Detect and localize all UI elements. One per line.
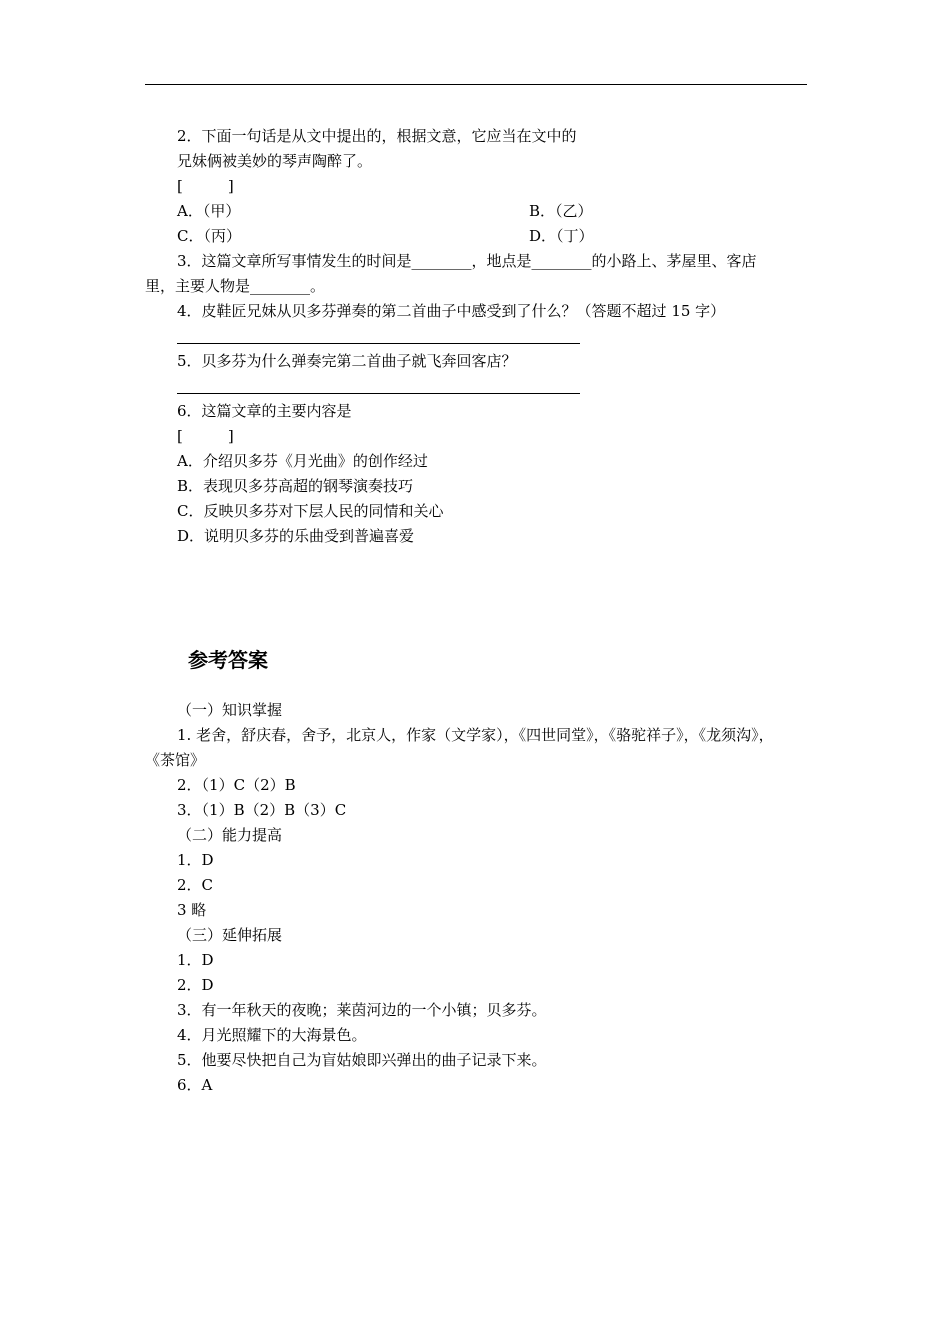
- section-3-title: （三）延伸拓展: [177, 926, 283, 944]
- question-4-text: 4．皮鞋匠兄妹从贝多芬弹奏的第二首曲子中感受到了什么？（答题不超过 15 字）: [177, 302, 726, 320]
- section-1-answer-3: 3．（1）B（2）B（3）C: [177, 801, 347, 819]
- section-1-answer-1-continued: 《茶馆》: [145, 751, 206, 769]
- section-3-answer-2: 2．D: [177, 976, 214, 994]
- question-6-option-b: B．表现贝多芬高超的钢琴演奏技巧: [177, 477, 414, 495]
- question-6-option-d: D．说明贝多芬的乐曲受到普遍喜爱: [177, 527, 415, 545]
- question-5-answer-line: [177, 393, 580, 394]
- question-3-text: 3．这篇文章所写事情发生的时间是________，地点是________的小路上、茅屋里、客店: [177, 252, 757, 270]
- question-6-option-c: C．反映贝多芬对下层人民的同情和关心: [177, 502, 444, 520]
- header-rule: [145, 84, 807, 85]
- question-4-answer-line: [177, 343, 580, 344]
- section-2-answer-3: 3 略: [177, 901, 207, 919]
- section-3-answer-4: 4．月光照耀下的大海景色。: [177, 1026, 367, 1044]
- section-2-answer-1: 1．D: [177, 851, 214, 869]
- question-2-option-c: C．（丙）: [177, 227, 241, 245]
- question-6-option-a: A．介绍贝多芬《月光曲》的创作经过: [177, 452, 428, 470]
- question-2-option-b: B．（乙）: [529, 202, 593, 220]
- section-1-answer-1: 1. 老舍，舒庆春，舍予，北京人，作家（文学家），《四世同堂》，《骆驼祥子》，《龙须沟》，: [177, 726, 774, 744]
- question-3-text-continued: 里，主要人物是________。: [145, 277, 326, 295]
- section-1-answer-2: 2．（1）C（2）B: [177, 776, 296, 794]
- question-6-text: 6．这篇文章的主要内容是: [177, 402, 352, 420]
- section-2-title: （二）能力提高: [177, 826, 283, 844]
- section-3-answer-3: 3．有一年秋天的夜晚；莱茵河边的一个小镇；贝多芬。: [177, 1001, 547, 1019]
- section-3-answer-5: 5．他要尽快把自己为盲姑娘即兴弹出的曲子记录下来。: [177, 1051, 547, 1069]
- section-2-answer-2: 2．C: [177, 876, 214, 894]
- question-2-answer-bracket: [ ]: [177, 177, 234, 195]
- answers-heading: 参考答案: [188, 648, 268, 672]
- question-2-option-a: A．（甲）: [177, 202, 241, 220]
- question-2-option-d: D．（丁）: [529, 227, 594, 245]
- question-2-sentence: 兄妹俩被美妙的琴声陶醉了。: [177, 152, 373, 170]
- question-6-answer-bracket: [ ]: [177, 427, 234, 445]
- section-3-answer-1: 1．D: [177, 951, 214, 969]
- question-2-text: 2．下面一句话是从文中提出的，根据文意，它应当在文中的: [177, 127, 577, 145]
- section-3-answer-6: 6．A: [177, 1076, 213, 1094]
- question-5-text: 5．贝多芬为什么弹奏完第二首曲子就飞奔回客店？: [177, 352, 517, 370]
- section-1-title: （一）知识掌握: [177, 701, 283, 719]
